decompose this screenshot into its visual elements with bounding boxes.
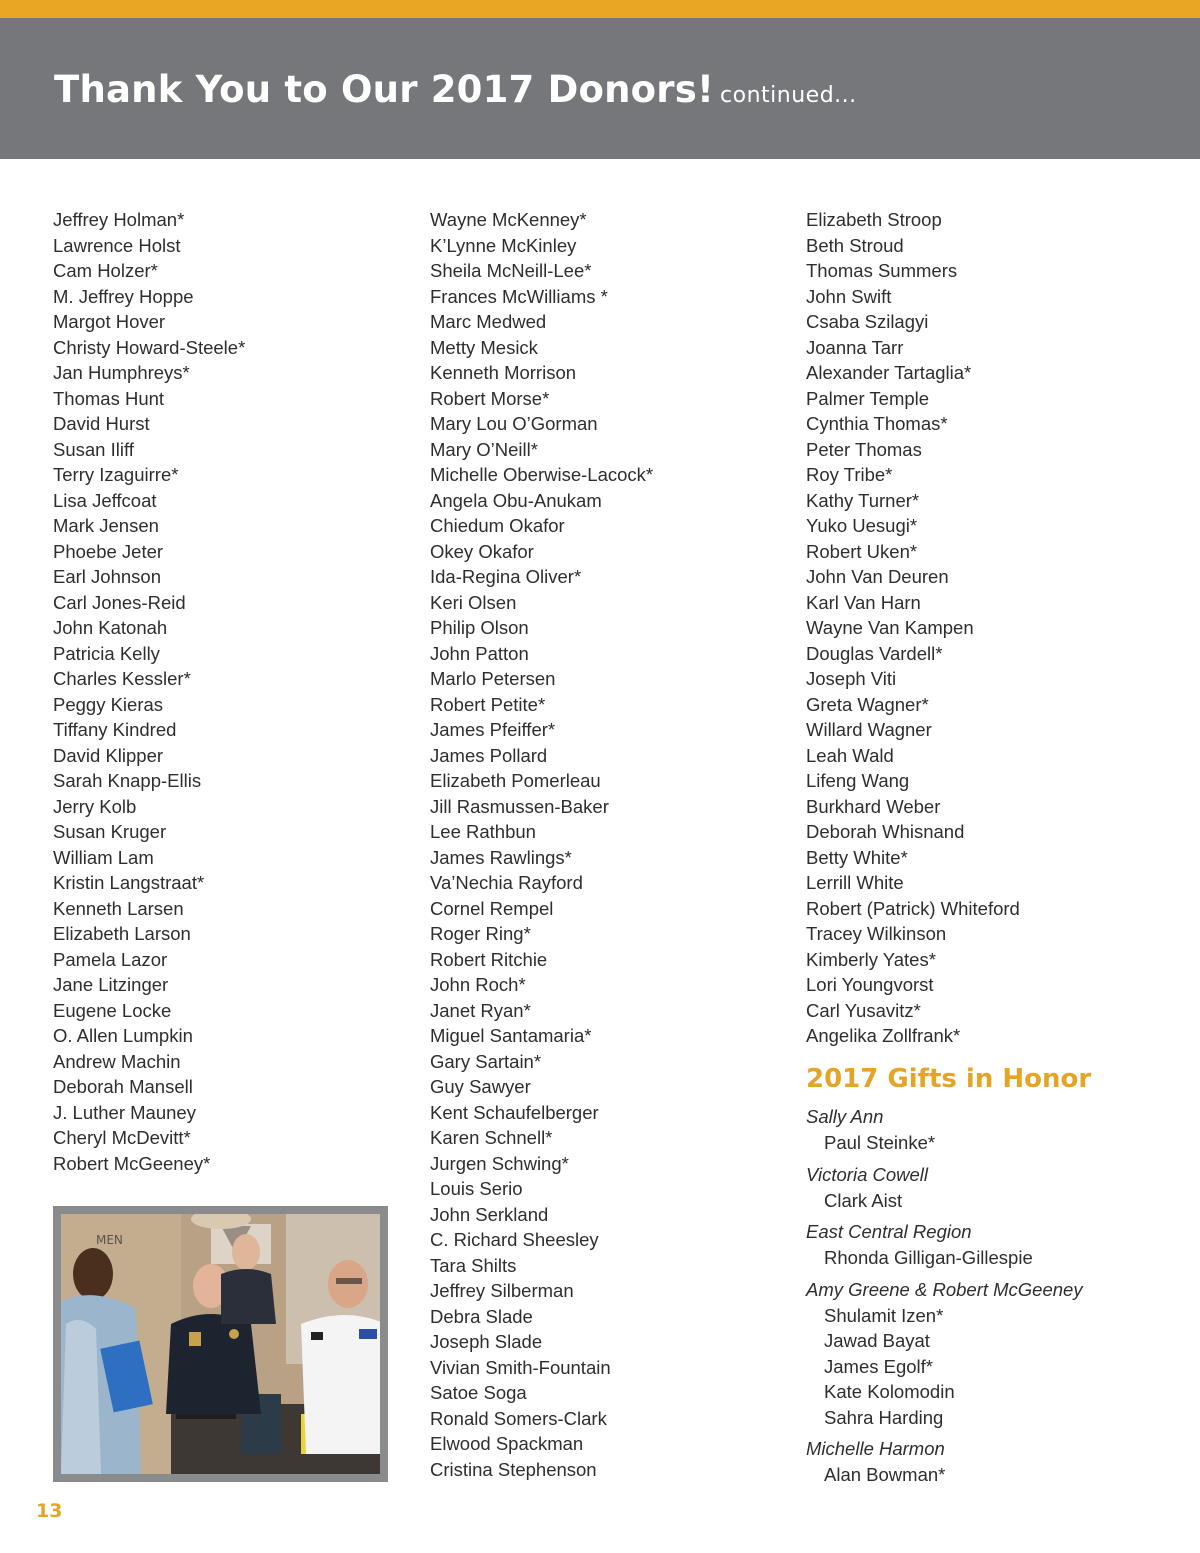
donor-name: Elwood Spackman bbox=[430, 1433, 584, 1454]
page-header bbox=[0, 18, 1200, 159]
donor-name: Robert Ritchie bbox=[430, 948, 548, 970]
honoree-name: East Central Region bbox=[806, 1221, 972, 1242]
donor-name: Carl Jones-Reid bbox=[53, 591, 186, 613]
honor-donor-name: Alan Bowman* bbox=[824, 1464, 946, 1485]
donor-name: O. Allen Lumpkin bbox=[53, 1025, 193, 1046]
honor-donor-name: James Egolf* bbox=[824, 1355, 933, 1377]
donor-name: Deborah Mansell bbox=[53, 1076, 193, 1097]
donor-name: Jeffrey Holman* bbox=[53, 209, 185, 230]
donor-name: Joanna Tarr bbox=[806, 336, 904, 358]
donor-name: Vivian Smith-Fountain bbox=[430, 1356, 611, 1378]
donor-name: Va’Nechia Rayford bbox=[430, 872, 583, 893]
donor-name: Satoe Soga bbox=[430, 1382, 527, 1403]
honoree-name: Amy Greene & Robert McGeeney bbox=[806, 1278, 1083, 1300]
honor-donor-name: Clark Aist bbox=[824, 1189, 903, 1211]
donor-name: Robert (Patrick) Whiteford bbox=[806, 897, 1020, 919]
donor-name: Margot Hover bbox=[53, 311, 166, 332]
honor-group bbox=[806, 1162, 1083, 1214]
donor-name: Tiffany Kindred bbox=[53, 719, 177, 740]
honor-donor-list bbox=[806, 1303, 1083, 1431]
donor-name: Robert Uken* bbox=[806, 540, 918, 562]
donor-name: Terry Izaguirre* bbox=[53, 464, 179, 485]
event-photo bbox=[61, 1214, 380, 1474]
donor-name: Sheila McNeill-Lee* bbox=[430, 260, 592, 281]
page-number: 13 bbox=[36, 1500, 63, 1522]
donor-name: Douglas Vardell* bbox=[806, 642, 943, 664]
donor-name: Roy Tribe* bbox=[806, 464, 893, 485]
donor-name: Okey Okafor bbox=[430, 540, 534, 562]
event-photo-illustration bbox=[61, 1214, 380, 1474]
restroom-sign-text: MEN bbox=[96, 1233, 123, 1247]
donor-name: Angela Obu-Anukam bbox=[430, 489, 602, 511]
honoree-name: Sally Ann bbox=[806, 1106, 884, 1127]
donor-name: Patricia Kelly bbox=[53, 642, 160, 664]
donor-column-1 bbox=[53, 207, 245, 1176]
donor-name: Wayne Van Kampen bbox=[806, 617, 974, 638]
donor-name: Robert Petite* bbox=[430, 693, 546, 715]
donor-name: David Hurst bbox=[53, 413, 150, 434]
donor-name: Betty White* bbox=[806, 846, 908, 868]
donor-name: Elizabeth Larson bbox=[53, 923, 191, 944]
donor-column-2 bbox=[430, 207, 653, 1482]
donor-name: Tara Shilts bbox=[430, 1254, 517, 1276]
honor-donor-name: Kate Kolomodin bbox=[824, 1381, 955, 1402]
donor-name: Earl Johnson bbox=[53, 566, 161, 587]
donor-name: Thomas Summers bbox=[806, 260, 958, 281]
donor-name: Mary Lou O’Gorman bbox=[430, 413, 598, 434]
donor-name: Susan Iliff bbox=[53, 438, 134, 460]
donor-name: Lee Rathbun bbox=[430, 821, 536, 842]
honor-donor-name: Sahra Harding bbox=[824, 1406, 944, 1428]
donor-name: Cristina Stephenson bbox=[430, 1458, 597, 1480]
donor-name: Alexander Tartaglia* bbox=[806, 362, 972, 383]
donor-name: Greta Wagner* bbox=[806, 693, 929, 715]
donor-name: Eugene Locke bbox=[53, 999, 172, 1021]
donor-name: Miguel Santamaria* bbox=[430, 1025, 592, 1046]
donor-name: Peter Thomas bbox=[806, 438, 922, 460]
donor-name: Kenneth Larsen bbox=[53, 897, 184, 919]
donor-name: Michelle Oberwise-Lacock* bbox=[430, 464, 654, 485]
donor-name: Elizabeth Stroop bbox=[806, 209, 942, 230]
donor-name: Thomas Hunt bbox=[53, 387, 165, 409]
donor-name: Keri Olsen bbox=[430, 591, 517, 613]
page-title-text: Thank You to Our 2017 Donors! bbox=[54, 68, 715, 111]
donor-name: Kristin Langstraat* bbox=[53, 872, 205, 893]
donor-name: Cam Holzer* bbox=[53, 260, 158, 281]
donor-name: Jane Litzinger bbox=[53, 974, 169, 995]
donor-name: Peggy Kieras bbox=[53, 693, 164, 715]
continued-label: continued... bbox=[720, 83, 857, 108]
donor-name: Lerrill White bbox=[806, 872, 904, 893]
donor-name: Angelika Zollfrank* bbox=[806, 1025, 961, 1046]
donor-name: Ronald Somers-Clark bbox=[430, 1407, 607, 1429]
donor-name: Kent Schaufelberger bbox=[430, 1101, 599, 1123]
donor-name: Deborah Whisnand bbox=[806, 821, 965, 842]
donor-name: Ida-Regina Oliver* bbox=[430, 566, 582, 587]
donor-name: Mark Jensen bbox=[53, 515, 159, 536]
donor-name: Cynthia Thomas* bbox=[806, 413, 948, 434]
donor-name: Pamela Lazor bbox=[53, 948, 168, 970]
donor-name: Yuko Uesugi* bbox=[806, 515, 918, 536]
donor-name: James Pollard bbox=[430, 744, 548, 766]
donor-name: Joseph Viti bbox=[806, 668, 897, 689]
top-accent-stripe bbox=[0, 0, 1200, 18]
donor-name: Willard Wagner bbox=[806, 719, 932, 740]
donor-name: Mary O’Neill* bbox=[430, 438, 538, 460]
donor-name: Guy Sawyer bbox=[430, 1076, 531, 1097]
donor-name: Janet Ryan* bbox=[430, 999, 531, 1021]
donor-name: Lifeng Wang bbox=[806, 770, 910, 791]
donor-name: John Swift bbox=[806, 285, 892, 307]
donor-name: John Roch* bbox=[430, 974, 526, 995]
page-title bbox=[54, 68, 857, 111]
honor-group bbox=[806, 1277, 1083, 1431]
donor-name: William Lam bbox=[53, 846, 154, 868]
honor-group bbox=[806, 1219, 1083, 1271]
donor-name: Burkhard Weber bbox=[806, 795, 941, 817]
donor-name: J. Luther Mauney bbox=[53, 1101, 196, 1123]
donor-name: John Katonah bbox=[53, 617, 168, 638]
donor-name: David Klipper bbox=[53, 744, 164, 766]
donor-name: Elizabeth Pomerleau bbox=[430, 770, 601, 791]
honoree-name: Michelle Harmon bbox=[806, 1438, 945, 1459]
honor-donor-name: Paul Steinke* bbox=[824, 1132, 936, 1153]
donor-name: Robert McGeeney* bbox=[53, 1152, 211, 1174]
donor-name: Joseph Slade bbox=[430, 1331, 543, 1352]
donor-name: James Pfeiffer* bbox=[430, 719, 556, 740]
donor-name: Tracey Wilkinson bbox=[806, 923, 947, 944]
donor-name: Charles Kessler* bbox=[53, 668, 191, 689]
donor-name: Jurgen Schwing* bbox=[430, 1152, 569, 1174]
donor-name: Csaba Szilagyi bbox=[806, 311, 929, 332]
donor-name: Marc Medwed bbox=[430, 311, 547, 332]
donor-name: Jerry Kolb bbox=[53, 795, 137, 817]
donor-name: Frances McWilliams * bbox=[430, 285, 608, 307]
donor-name: Chiedum Okafor bbox=[430, 515, 565, 536]
donor-name: Leah Wald bbox=[806, 744, 894, 766]
donor-name: Wayne McKenney* bbox=[430, 209, 587, 230]
donor-name: Gary Sartain* bbox=[430, 1050, 542, 1072]
donor-name: M. Jeffrey Hoppe bbox=[53, 285, 194, 307]
donor-name: Cheryl McDevitt* bbox=[53, 1127, 191, 1148]
honor-donor-name: Jawad Bayat bbox=[824, 1330, 930, 1351]
donor-name: Lisa Jeffcoat bbox=[53, 489, 157, 511]
donor-name: Phoebe Jeter bbox=[53, 540, 164, 562]
donor-column-3 bbox=[806, 207, 1020, 1049]
honor-donor-name: Shulamit Izen* bbox=[824, 1304, 944, 1326]
donor-name: Roger Ring* bbox=[430, 923, 531, 944]
honor-group bbox=[806, 1104, 1083, 1156]
donor-name: James Rawlings* bbox=[430, 846, 572, 868]
photo-frame bbox=[53, 1206, 388, 1482]
donor-name: Kathy Turner* bbox=[806, 489, 920, 511]
donor-name: Cornel Rempel bbox=[430, 897, 554, 919]
donor-name: Beth Stroud bbox=[806, 234, 904, 256]
donor-name: Palmer Temple bbox=[806, 387, 930, 409]
donor-name: Kimberly Yates* bbox=[806, 948, 936, 970]
donor-name: Carl Yusavitz* bbox=[806, 999, 921, 1021]
gifts-in-honor-heading: 2017 Gifts in Honor bbox=[806, 1064, 1092, 1094]
honor-donor-name: Rhonda Gilligan-Gillespie bbox=[824, 1247, 1033, 1268]
donor-name: Lawrence Holst bbox=[53, 234, 181, 256]
donor-name: Christy Howard-Steele* bbox=[53, 336, 246, 358]
honor-donor-list bbox=[806, 1130, 1083, 1156]
donor-name: Louis Serio bbox=[430, 1178, 523, 1199]
donor-name: K’Lynne McKinley bbox=[430, 234, 577, 256]
donor-name: Kenneth Morrison bbox=[430, 362, 577, 383]
donor-name: Debra Slade bbox=[430, 1305, 533, 1327]
honor-donor-list bbox=[806, 1188, 1083, 1214]
donor-name: Robert Morse* bbox=[430, 387, 550, 409]
honor-donor-list bbox=[806, 1245, 1083, 1271]
donor-name: John Serkland bbox=[430, 1203, 549, 1225]
donor-name: Metty Mesick bbox=[430, 336, 538, 358]
honor-donor-list bbox=[806, 1462, 1083, 1488]
gifts-in-honor-list bbox=[806, 1104, 1083, 1494]
donor-name: Philip Olson bbox=[430, 617, 529, 638]
donor-name: Jill Rasmussen-Baker bbox=[430, 795, 609, 817]
donor-name: Andrew Machin bbox=[53, 1050, 181, 1072]
donor-name: Karen Schnell* bbox=[430, 1127, 553, 1148]
donor-name: Karl Van Harn bbox=[806, 591, 921, 613]
honoree-name: Victoria Cowell bbox=[806, 1163, 929, 1185]
donor-name: Jeffrey Silberman bbox=[430, 1280, 574, 1301]
donor-name: Jan Humphreys* bbox=[53, 362, 190, 383]
donor-name: C. Richard Sheesley bbox=[430, 1229, 599, 1250]
donor-name: Lori Youngvorst bbox=[806, 974, 934, 995]
donor-name: Marlo Petersen bbox=[430, 668, 556, 689]
honor-group bbox=[806, 1436, 1083, 1488]
donor-name: John Van Deuren bbox=[806, 566, 949, 587]
donor-name: John Patton bbox=[430, 642, 529, 664]
donor-name: Susan Kruger bbox=[53, 821, 167, 842]
donor-name: Sarah Knapp-Ellis bbox=[53, 770, 202, 791]
